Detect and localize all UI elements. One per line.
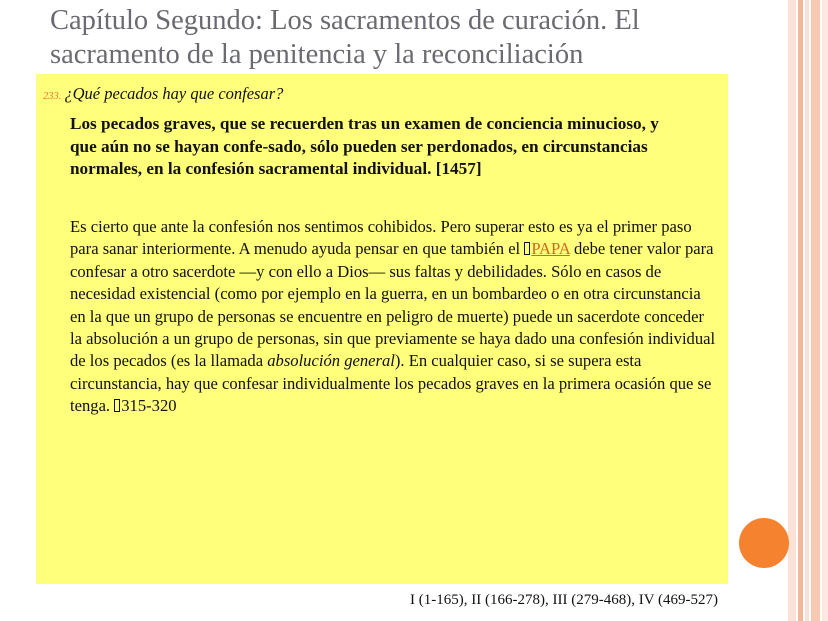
commentary-part-1: Es cierto que ante la confesión nos sentimos cohibidos. Pero superar esto es ya el primer paso para sanar interiormente. A menudo ayuda pensar en que también el — [70, 217, 692, 259]
decorative-stripes — [788, 0, 828, 621]
papa-link[interactable]: PAPA — [531, 239, 570, 259]
content-panel — [36, 74, 728, 584]
question-line — [43, 84, 283, 104]
question-text: ¿Qué pecados hay que confesar? — [64, 84, 284, 103]
question-number: 233. — [43, 91, 62, 102]
title-line-1: Capítulo Segundo: Los sacramentos de curación. El — [50, 5, 640, 36]
title-line-2: sacramento de la penitencia y la reconciliación — [50, 39, 584, 70]
catechism-reference: 315-320 — [121, 396, 177, 416]
reference-glyph-icon — [114, 399, 120, 412]
commentary-part-2: debe tener valor para confesar a otro sacerdote —y con ello a Dios— sus faltas y debilidades. Sólo en casos de necesidad existencial (como por ejemplo en la guerra, en un bombardeo o en otra circunstancia en la que un grupo de personas se encuentre en peligro de muerte) puede un sacerdote conceder la absolución a un grupo de personas, sin que previamente se haya dado una confesión individual de los pecados (es la llamada — [70, 239, 716, 371]
commentary-italic: absolución general — [267, 351, 395, 371]
footer-sections: I (1-165), II (166-278), III (279-468), IV (469-527) — [410, 592, 718, 608]
answer-text: Los pecados graves, que se recuerden tras un examen de conciencia minucioso, y que aún no se hayan confe-sado, sólo pueden ser perdonados, en circunstancias normales, en la confesión sacramental individual. [1457] — [70, 114, 659, 178]
slide-title — [50, 4, 750, 72]
link-glyph-icon — [524, 242, 530, 255]
commentary-part-3: ). En cualquier caso, si se supera esta circunstancia, hay que confesar individualmente los pecados graves en la primera ocasión que se tenga. — [70, 351, 712, 416]
orange-circle-decoration — [739, 518, 789, 568]
commentary-text — [70, 216, 720, 418]
